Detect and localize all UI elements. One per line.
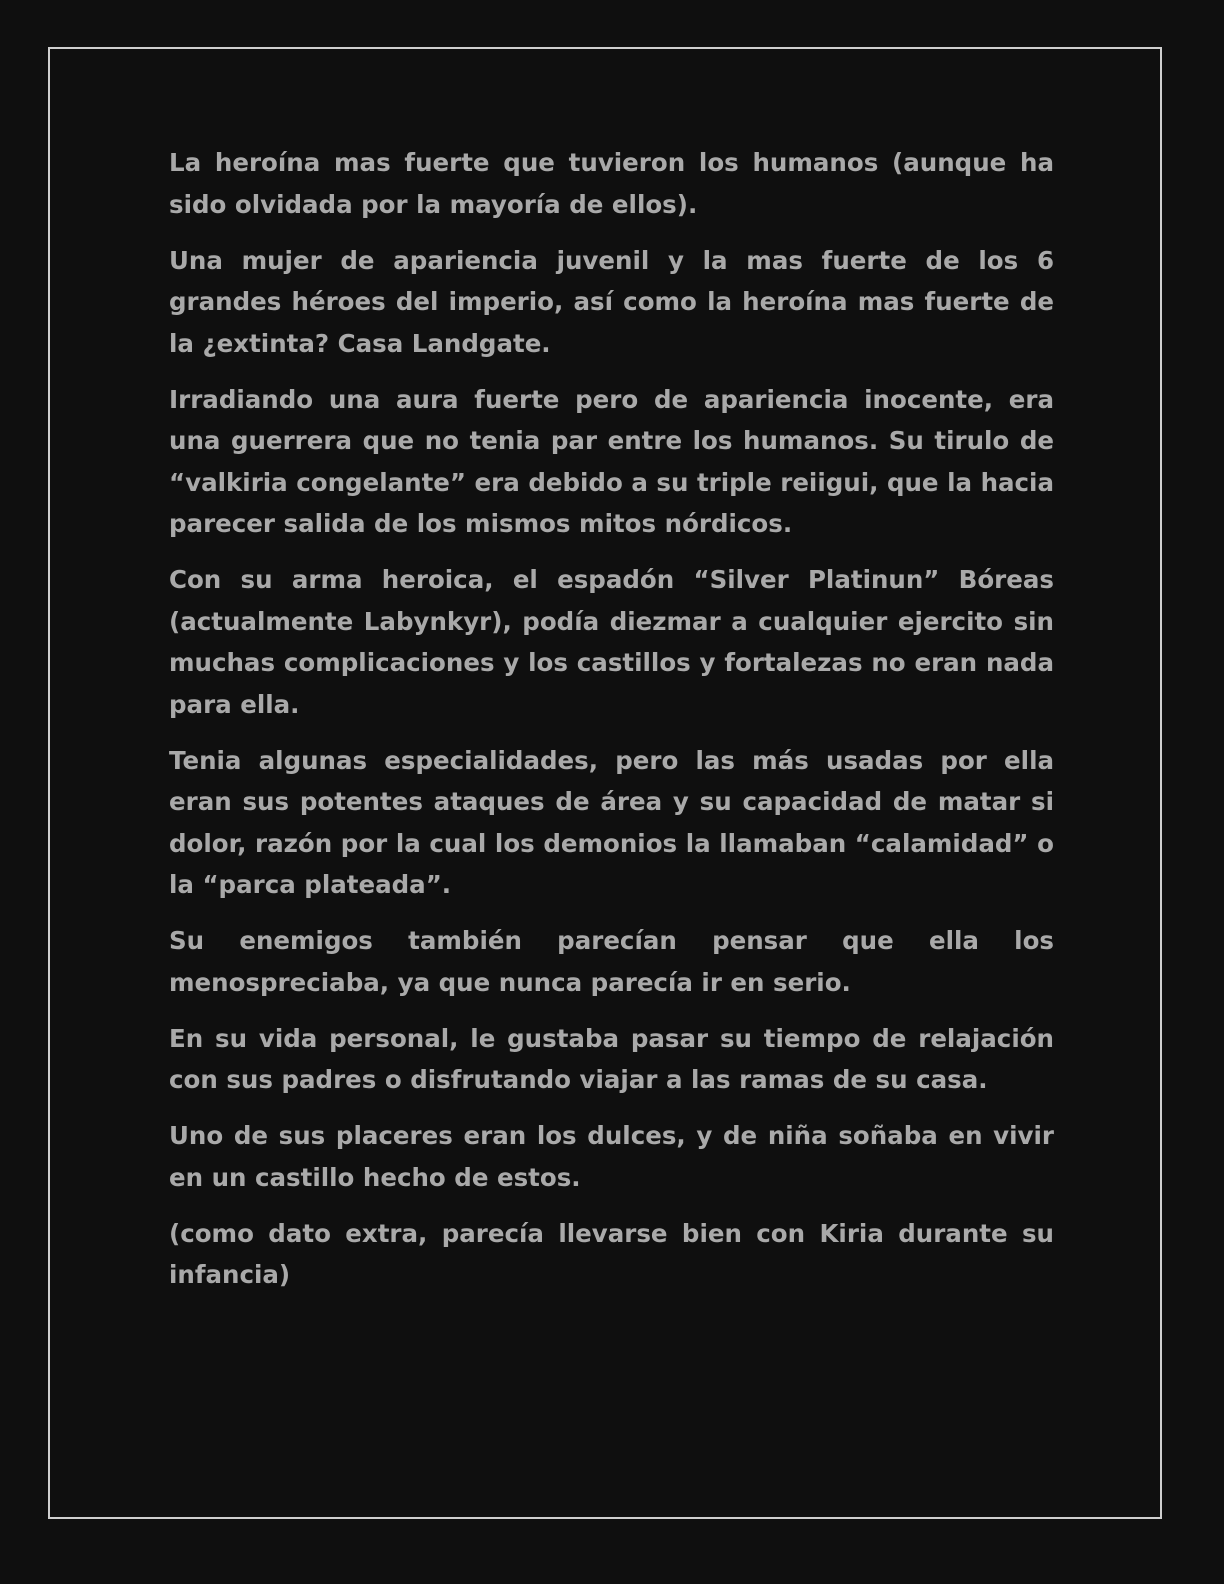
paragraph-1: La heroína mas fuerte que tuvieron los humanos (aunque ha sido olvidada por la mayoría de ellos).	[169, 148, 1054, 219]
paragraph-8: Uno de sus placeres eran los dulces, y de niña soñaba en vivir en un castillo hecho de estos.	[169, 1121, 1054, 1192]
paragraph-7: En su vida personal, le gustaba pasar su tiempo de relajación con sus padres o disfrutando viajar a las ramas de su casa.	[169, 1023, 1054, 1094]
paragraph-4: Con su arma heroica, el espadón “Silver Platinun” Bóreas (actualmente Labynkyr), podía diezmar a cualquier ejercito sin muchas complicaciones y los castillos y fortalezas no eran nada para ella.	[169, 565, 1054, 719]
paragraph-5: Tenia algunas especialidades, pero las más usadas por ella eran sus potentes ataques de área y su capacidad de matar si dolor, razón por la cual los demonios la llamaban “calamidad” o la “parca plateada”.	[169, 745, 1054, 899]
paragraph-2: Una mujer de apariencia juvenil y la mas fuerte de los 6 grandes héroes del imperio, así como la heroína mas fuerte de la ¿extinta? Casa Landgate.	[169, 245, 1054, 358]
paragraph-6: Su enemigos también parecían pensar que ella los menospreciaba, ya que nunca parecía ir en serio.	[169, 926, 1054, 997]
paragraph-9: (como dato extra, parecía llevarse bien con Kiria durante su infancia)	[169, 1218, 1054, 1289]
text-column	[169, 142, 1054, 1310]
paragraph-3: Irradiando una aura fuerte pero de apariencia inocente, era una guerrera que no tenia par entre los humanos. Su tirulo de “valkiria congelante” era debido a su triple reiigui, que la hacia parecer salida de los mismos mitos nórdicos.	[169, 384, 1054, 538]
